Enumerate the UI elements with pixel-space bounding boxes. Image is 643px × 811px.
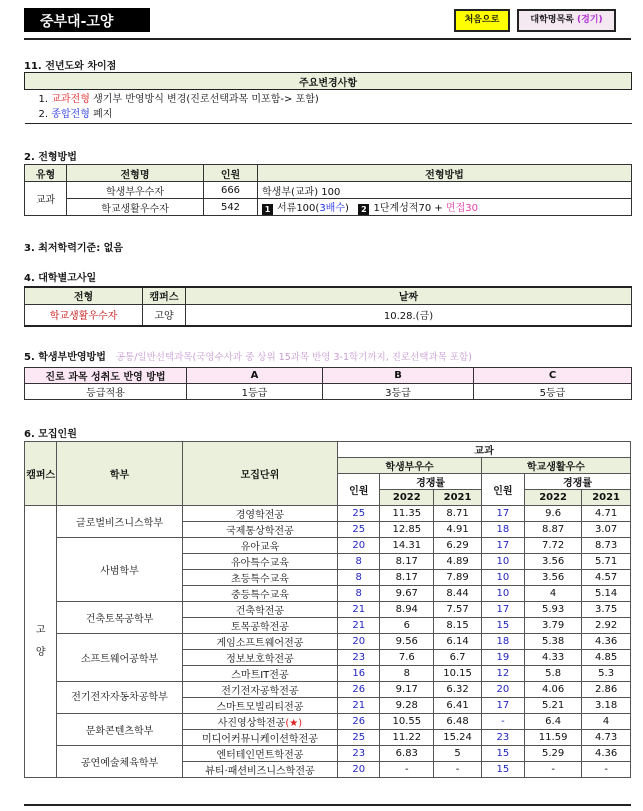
recruit-value: 21 [338,602,380,618]
recruit-value: 15 [481,746,524,762]
recruit-value: 4.89 [434,554,482,570]
table-row [25,538,631,554]
dates-campus: 고양 [143,304,186,326]
recruit-value: 11.22 [380,730,434,746]
recruit-value: 7.6 [380,650,434,666]
recruit-value: 20 [481,682,524,698]
recruit-unit: 건축학전공 [182,602,338,618]
recruitment-table [24,441,631,778]
recruit-value: 14.31 [380,538,434,554]
recruit-value: 6 [380,618,434,634]
recruit-header-count-2: 인원 [481,474,524,506]
recruit-value: 25 [338,506,380,522]
recruit-value: 10.55 [380,714,434,730]
recruit-header-dept: 학부 [57,442,182,506]
recruit-value: 23 [338,650,380,666]
dates-name: 학교생활우수자 [25,304,143,326]
page-title: 중부대-고양 [24,8,150,32]
recruit-value: 9.6 [525,506,582,522]
recruit-value: 5.38 [525,634,582,650]
recruit-value: 4.36 [582,634,631,650]
recruit-dept: 글로벌비즈니스학부 [57,506,182,538]
recruit-value: 7.72 [525,538,582,554]
recruit-value: 18 [481,634,524,650]
table-row [25,746,631,762]
record-cell: 5등급 [474,384,632,400]
section-recruit-title: 6. 모집인원 [24,429,77,440]
recruit-value: 3.79 [525,618,582,634]
section-exam-dates-title: 4. 대학별고사일 [24,273,97,284]
change-item-2-highlight: 종합전형 [51,109,90,120]
section-min-standard: 3. 최저학력기준: 없음 [24,243,123,254]
recruit-value: 4.06 [525,682,582,698]
step-1-badge: 1 [262,204,273,215]
table-row [25,506,631,522]
recruit-value: 4.57 [582,570,631,586]
recruit-value: 6.83 [380,746,434,762]
recruit-unit: 정보보호학전공 [182,650,338,666]
changes-header: 주요변경사항 [25,73,632,90]
methods-header-count: 인원 [204,165,258,182]
recruit-value: 23 [481,730,524,746]
recruit-value: 3.56 [525,554,582,570]
exam-dates-table [24,286,632,327]
recruit-value: - [525,762,582,778]
recruit-unit: 전기전자공학전공 [182,682,338,698]
recruit-unit: 사진영상학전공(★) [182,714,338,730]
section-changes-title: 11. 전년도와 차이점 [24,61,117,72]
recruit-unit: 유아특수교육 [182,554,338,570]
recruit-value: 17 [481,698,524,714]
recruit-value: 8.44 [434,586,482,602]
recruit-value: 5.14 [582,586,631,602]
dates-header-campus: 캠퍼스 [143,287,186,304]
recruit-value: 8 [338,554,380,570]
table-row [25,634,631,650]
recruit-header-count-1: 인원 [338,474,380,506]
recruit-value: 11.35 [380,506,434,522]
recruit-value: 4 [525,586,582,602]
recruit-header-year: 2021 [582,490,631,506]
recruit-value: 4.91 [434,522,482,538]
recruit-value: 8.94 [380,602,434,618]
recruit-unit: 게임소프트웨어전공 [182,634,338,650]
recruit-header-group2: 학교생활우수 [481,458,630,474]
recruit-value: 12 [481,666,524,682]
recruit-value: - [481,714,524,730]
recruit-value: 8 [338,570,380,586]
recruit-value: 3.75 [582,602,631,618]
recruit-value: 20 [338,762,380,778]
recruit-value: 12.85 [380,522,434,538]
step-2-badge: 2 [358,204,369,215]
methods-name: 학생부우수자 [67,182,204,199]
methods-header-method: 전형방법 [258,165,632,182]
recruit-value: 4.71 [582,506,631,522]
methods-type: 교과 [25,182,67,216]
recruit-value: 4.85 [582,650,631,666]
recruit-value: 17 [481,506,524,522]
recruit-value: 16 [338,666,380,682]
recruit-value: 26 [338,682,380,698]
record-header-method: 진로 과목 성취도 반영 방법 [25,368,187,384]
recruit-header-comp-1: 경쟁률 [380,474,482,490]
recruit-unit: 초등특수교육 [182,570,338,586]
recruit-value: 23 [338,746,380,762]
methods-detail: 1 서류100(3배수) 2 1단계성적70 + 면접30 [258,199,632,216]
recruit-value: 6.41 [434,698,482,714]
recruit-value: 5.71 [582,554,631,570]
recruit-unit: 중등특수교육 [182,586,338,602]
recruit-value: 8.17 [380,554,434,570]
recruit-value: 6.4 [525,714,582,730]
recruit-value: 4 [582,714,631,730]
recruit-unit: 뷰티·패션비즈니스학전공 [182,762,338,778]
recruit-campus: 고양 [25,506,57,778]
star-mark: (★) [285,718,303,729]
recruit-value: 8.73 [582,538,631,554]
recruit-value: 10.15 [434,666,482,682]
recruit-header-year: 2022 [380,490,434,506]
recruit-value: 21 [338,698,380,714]
dates-header-date: 날짜 [186,287,632,304]
recruit-value: 5 [434,746,482,762]
recruit-value: 9.28 [380,698,434,714]
recruit-unit: 경영학전공 [182,506,338,522]
recruit-value: 7.89 [434,570,482,586]
section-methods-title: 2. 전형방법 [24,152,77,163]
recruit-value: 18 [481,522,524,538]
dates-header-name: 전형 [25,287,143,304]
recruit-unit: 미디어커뮤니케이션학전공 [182,730,338,746]
recruit-value: 17 [481,602,524,618]
recruit-value: 6.14 [434,634,482,650]
table-row [25,714,631,730]
table-row [25,682,631,698]
methods-header-name: 전형명 [67,165,204,182]
methods-count: 542 [204,199,258,216]
recruit-value: 9.67 [380,586,434,602]
recruit-value: 26 [338,714,380,730]
recruit-value: 6.32 [434,682,482,698]
home-button[interactable]: 처음으로 [454,9,510,32]
recruit-value: 20 [338,634,380,650]
recruit-value: 10 [481,586,524,602]
recruit-value: 10 [481,570,524,586]
recruit-header-year: 2022 [525,490,582,506]
university-list-button[interactable] [517,9,616,32]
record-note: 공통/일반선택과목(국영수사과 중 상위 15과목 반영 3-1학기까지, 진로선택과목 포함) [115,352,472,363]
recruit-value: 17 [481,538,524,554]
recruit-value: 4.33 [525,650,582,666]
recruit-value: 3.18 [582,698,631,714]
recruit-unit: 토목공학전공 [182,618,338,634]
record-cell: 1등급 [187,384,323,400]
bottom-divider [24,804,631,806]
record-cell: 등급적용 [25,384,187,400]
recruit-value: 5.29 [525,746,582,762]
recruit-value: 6.48 [434,714,482,730]
recruit-header-gyogwa: 교과 [338,442,631,458]
recruit-unit: 스마트IT전공 [182,666,338,682]
recruit-header-unit: 모집단위 [182,442,338,506]
recruit-header-group1: 학생부우수 [338,458,482,474]
recruit-value: 8.71 [434,506,482,522]
change-item-2: 2. 종합전형 폐지 [25,105,632,123]
record-header-c: C [474,368,632,384]
record-header-b: B [323,368,474,384]
recruit-header-campus: 캠퍼스 [25,442,57,506]
recruit-value: 3.56 [525,570,582,586]
recruit-value: 2.92 [582,618,631,634]
recruit-value: 10 [481,554,524,570]
recruit-unit: 국제통상학전공 [182,522,338,538]
methods-name: 학교생활우수자 [67,199,204,216]
recruit-dept: 문화콘텐츠학부 [57,714,182,746]
methods-count: 666 [204,182,258,199]
recruit-value: 5.21 [525,698,582,714]
recruit-value: - [434,762,482,778]
recruit-value: 5.93 [525,602,582,618]
record-table [24,367,632,400]
recruit-value: - [582,762,631,778]
recruit-value: 5.3 [582,666,631,682]
record-cell: 3등급 [323,384,474,400]
recruit-value: 4.73 [582,730,631,746]
recruit-value: 8 [380,666,434,682]
university-list-label: 대학명목록 [530,15,577,25]
recruit-header-comp-2: 경쟁률 [525,474,631,490]
recruit-value: 8 [338,586,380,602]
recruit-header-year: 2021 [434,490,482,506]
recruit-value: 20 [338,538,380,554]
recruit-value: 9.17 [380,682,434,698]
section-record-title: 5. 학생부반영방법 공통/일반선택과목(국영수사과 중 상위 15과목 반영 3-1학기까지, 진로선택과목 포함) [24,352,472,363]
recruit-value: 6.7 [434,650,482,666]
recruit-value: 5.8 [525,666,582,682]
recruit-value: 2.86 [582,682,631,698]
recruit-dept: 건축토목공학부 [57,602,182,634]
recruit-value: 3.07 [582,522,631,538]
recruit-value: - [380,762,434,778]
recruit-dept: 공연예술체육학부 [57,746,182,778]
top-divider [24,38,631,40]
recruit-dept: 사범학부 [57,538,182,602]
change-item-1-highlight: 교과전형 [51,94,90,105]
recruit-value: 19 [481,650,524,666]
recruit-value: 9.56 [380,634,434,650]
changes-table [24,72,632,124]
recruit-unit: 유아교육 [182,538,338,554]
recruit-value: 8.17 [380,570,434,586]
recruit-value: 15.24 [434,730,482,746]
methods-header-type: 유형 [25,165,67,182]
table-row [25,602,631,618]
change-item-1: 1. 교과전형 생기부 반영방식 변경(진로선택과목 미포함-> 포함) [38,94,319,105]
recruit-value: 25 [338,522,380,538]
methods-table [24,164,632,216]
recruit-value: 7.57 [434,602,482,618]
recruit-value: 6.29 [434,538,482,554]
recruit-value: 8.87 [525,522,582,538]
record-header-a: A [187,368,323,384]
university-list-region: (경기) [576,15,603,25]
recruit-unit: 스마트모빌리티전공 [182,698,338,714]
recruit-dept: 소프트웨어공학부 [57,634,182,682]
recruit-value: 21 [338,618,380,634]
recruit-value: 25 [338,730,380,746]
methods-detail: 학생부(교과) 100 [258,182,632,199]
recruit-dept: 전기전자자동차공학부 [57,682,182,714]
recruit-value: 15 [481,762,524,778]
dates-date: 10.28.(금) [186,304,632,326]
recruit-value: 8.15 [434,618,482,634]
recruit-value: 11.59 [525,730,582,746]
recruit-value: 15 [481,618,524,634]
recruit-unit: 엔터테인먼트학전공 [182,746,338,762]
recruit-value: 4.36 [582,746,631,762]
